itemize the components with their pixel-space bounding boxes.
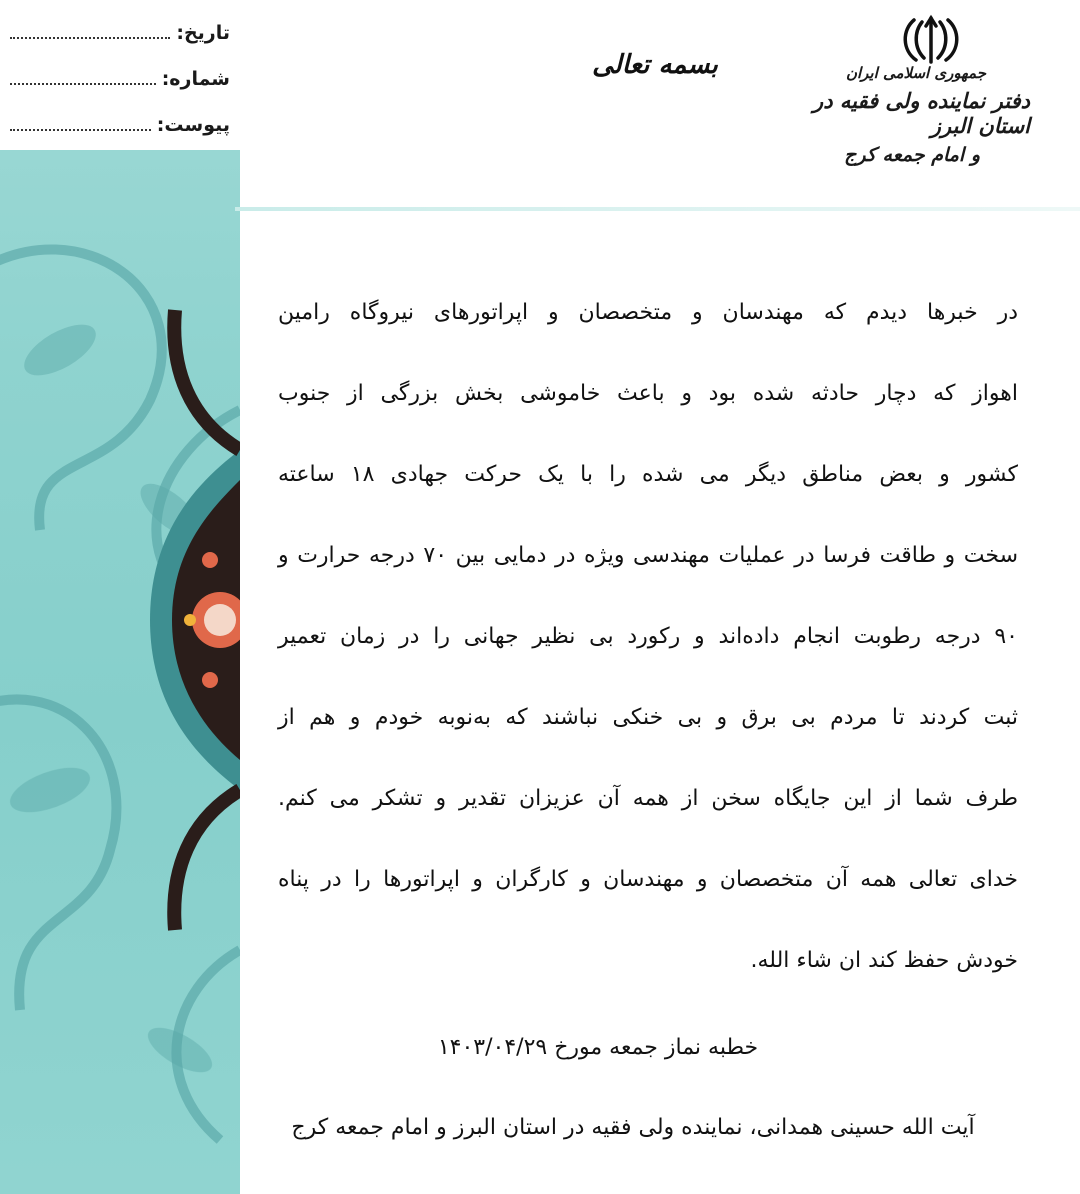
- org-office: دفتر نماینده ولی فقیه در استان البرز: [813, 88, 1030, 138]
- organization-header: [790, 64, 1030, 166]
- body-line: کشور و بعض مناطق دیگر می شده را با یک حرکت جهادی ۱۸ ساعته: [278, 462, 1018, 487]
- attachment-dotted-line: [10, 128, 151, 131]
- org-country: جمهوری اسلامی ایران: [845, 64, 986, 82]
- body-line: ثبت کردند تا مردم بی برق و بی خنکی نباشند که به‌نوبه خودم و هم از: [278, 705, 1018, 730]
- basmala-heading: بسمه تعالی: [592, 50, 718, 80]
- body-line: ۹۰ درجه رطوبت انجام داده‌اند و رکورد بی نظیر جهانی را در زمان تعمیر: [278, 624, 1018, 649]
- iran-emblem-icon: [900, 14, 962, 66]
- letter-meta-fields: [10, 22, 230, 160]
- body-line: طرف شما از این جایگاه سخن از همه آن عزیزان تقدیر و تشکر می کنم.: [278, 786, 1018, 811]
- body-line: خودش حفظ کند ان شاء الله.: [750, 948, 1018, 973]
- body-line: خدای تعالی همه آن متخصصان و مهندسان و کارگران و اپراتورها را در پناه: [278, 867, 1018, 892]
- number-label: شماره:: [161, 68, 230, 90]
- body-line: در خبرها دیدم که مهندسان و متخصصان و اپراتورهای نیروگاه رامین: [278, 300, 1018, 325]
- number-dotted-line: [10, 82, 156, 85]
- signature-line: آیت الله حسینی همدانی، نماینده ولی فقیه در استان البرز و امام جمعه کرج: [291, 1115, 975, 1140]
- decorative-ornament: [0, 150, 240, 1194]
- sermon-date: خطبه نماز جمعه مورخ ۱۴۰۳/۰۴/۲۹: [437, 1035, 759, 1060]
- attachment-field: [10, 114, 230, 160]
- header-separator: [235, 207, 1080, 211]
- letter-body: [278, 290, 1018, 1019]
- attachment-label: پیوست:: [156, 114, 230, 136]
- org-imam: و امام جمعه کرج: [844, 144, 980, 166]
- decorative-side-strip: [0, 0, 240, 1194]
- date-dotted-line: [10, 36, 170, 39]
- date-label: تاریخ:: [176, 22, 230, 44]
- letter-footer: [278, 1026, 1018, 1150]
- body-line: اهواز که دچار حادثه شده بود و باعث خاموشی بخش بزرگی از جنوب: [278, 381, 1018, 406]
- body-line: سخت و طاقت فرسا در عملیات مهندسی ویژه در دمایی بین ۷۰ درجه حرارت و: [278, 543, 1019, 568]
- date-field: [10, 22, 230, 68]
- number-field: [10, 68, 230, 114]
